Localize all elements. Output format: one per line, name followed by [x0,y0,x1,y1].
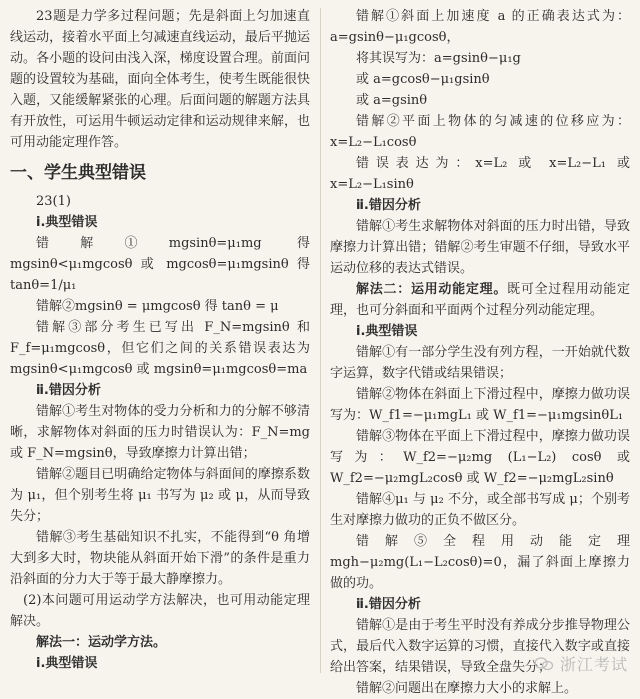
left-column [10,6,310,674]
question-label: 23(1) [36,194,71,209]
method-2-error-2: 错解②物体在斜面上下滑过程中，摩擦力做功误写为：W_f1=−μ₁mgL₁ 或 W_f1=−μ₁mgsinθL₁ [330,387,630,423]
intro-paragraph: 23题是力学多过程问题；先是斜面上匀加速直线运动，接着水平面上匀减速直线运动，最后平抛运动。各小题的设问由浅入深，梯度设置合理。前面问题的设置较为基础，面向全体考生，使考生既能很快入题，又能缓解紧张的心理。后面问题的解题方法具有开放性，可运用牛顿运动定律和运动规律来解，也可用动能定理作答。 [10,9,310,150]
part-2-intro: (2)本问题可用运动学方法解决，也可用动能定理解决。 [10,593,310,629]
method-2-text: 既可全过程用动能定理，也可分斜面和平面两个过程分列动能定理。 [330,282,630,318]
right-error-1-alt-1: 将其误写为：a=gsinθ−μ₁g [356,51,521,66]
method-2-error-5: 错解⑤全程用动能定理 mgh−μ₂mg(L₁−L₂cosθ)=0，漏了斜面上摩擦力做的功。 [330,534,630,591]
method-1-heading: 解法一：运动学方法。 [36,635,167,650]
cause-analysis-heading: ⅱ.错因分析 [36,383,101,398]
method-2-cause-1: 错解①是由于考生平时没有养成分步推导物理公式，最后代入数字运算的习惯，直接代入数字或直接给出答案，结果错误，导致全盘失分； [330,618,630,675]
cause-analysis-heading-right-2: ⅱ.错因分析 [356,597,421,612]
column-divider [320,8,321,673]
method-2-cause-2: 错解②问题出在摩擦力大小的求解上。 [356,681,578,696]
error-1: 错解①mgsinθ=μ₁mg 得 mgsinθ<μ₁mgcosθ 或 mgcosθ=μ₁mgsinθ 得 tanθ=1/μ₁ [10,236,310,293]
right-error-2-alt: 错误表达为：x=L₂ 或 x=L₂−L₁ 或 x=L₂−L₁sinθ [330,156,630,192]
wechat-icon [534,657,554,671]
method-2-error-4: 错解④μ₁ 与 μ₂ 不分，或全部书写成 μ；个别考生对摩擦力做功的正负不做区分。 [330,492,630,528]
typical-errors-heading-2: ⅰ.典型错误 [36,656,98,671]
method-2-error-3: 错解③物体在平面上下滑过程中，摩擦力做功误写为：W_f2=−μ₂mg (L₁−L₂) cosθ 或 W_f2=−μ₂mgL₂cosθ 或 W_f2=−μ₂mgL₂sinθ [330,429,630,486]
right-error-2: 错解②平面上物体的匀减速的位移应为：x=L₂−L₁cosθ [330,114,630,150]
typical-errors-heading-right: ⅰ.典型错误 [356,324,418,339]
typical-errors-heading: ⅰ.典型错误 [36,215,98,230]
method-2-error-1: 错解①有一部分学生没有列方程，一开始就代数字运算，数字代错或结果错误； [330,345,630,381]
error-2: 错解②mgsinθ = μmgcosθ 得 tanθ = μ [36,299,279,314]
cause-2: 错解②题目已明确给定物体与斜面间的摩擦系数为 μ₁，但个别考生将 μ₁ 书写为 μ₂ 或 μ，从而导致失分； [10,467,310,524]
cause-3: 错解③考生基础知识不扎实，不能得到“θ 角增大到多大时，物块能从斜面开始下滑”的条件是重力沿斜面的分力大于等于最大静摩擦力。 [10,530,310,587]
cause-1: 错解①考生对物体的受力分析和力的分解不够清晰，求解物体对斜面的压力时错误认为：F_N=mg 或 F_N=mgsinθ，导致摩擦力计算出错； [10,404,310,461]
right-error-1: 错解①斜面上加速度 a 的正确表达式为：a=gsinθ−μ₁gcosθ， [330,9,630,45]
watermark-text: 浙江考试 [559,655,628,674]
section-title: 一、学生典型错误 [10,163,146,183]
right-error-1-alt-3: 或 a=gsinθ [356,93,428,108]
error-3: 错解③部分考生已写出 F_N=mgsinθ 和 F_f=μ₁mgcosθ，但它们之间的关系错误表达为 mgsinθ<μ₁mgcosθ 或 mgsinθ=μ₁mgcosθ=ma [10,320,310,377]
method-2-paragraph [330,279,630,321]
cause-analysis-heading-right: ⅱ.错因分析 [356,198,421,213]
right-column [330,6,630,699]
method-2-heading: 解法二：运用动能定理。 [356,282,508,297]
watermark [534,652,628,675]
right-error-1-alt-2: 或 a=gcosθ−μ₁gsinθ [356,72,490,87]
right-cause: 错解①考生求解物体对斜面的压力时出错，导致摩擦力计算出错；错解②考生审题不仔细，导致水平运动位移的表达式错误。 [330,219,630,276]
